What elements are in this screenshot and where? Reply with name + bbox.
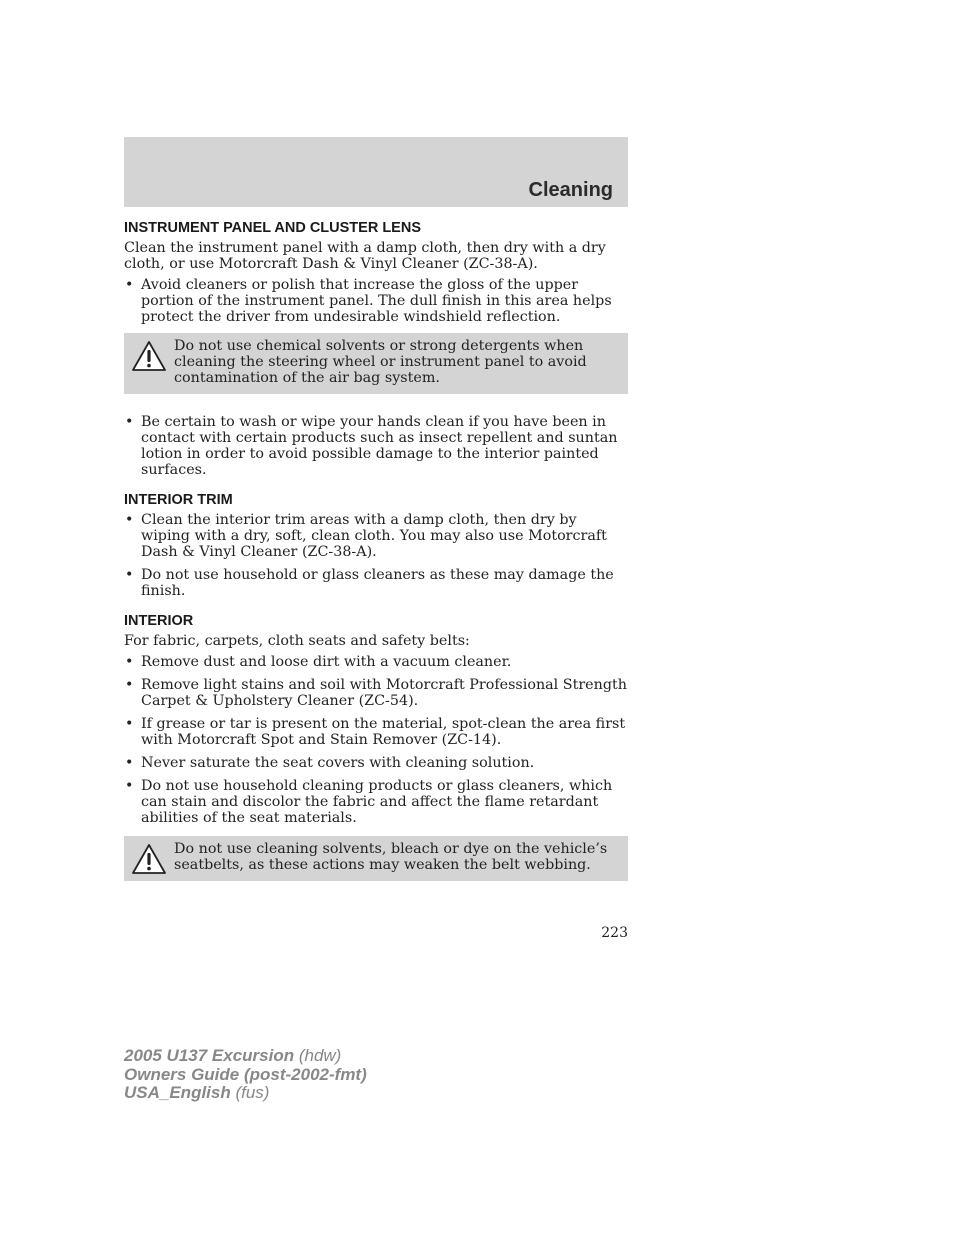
seatbelt-warning-box (124, 836, 628, 881)
bullet-mark: • (125, 567, 134, 583)
footer-line-1: 2005 U137 Excursion (hdw) (124, 1046, 342, 1065)
list-item: • If grease or tar is present on the material, spot-clean the area first with Motorcraft Spot and Stain Remover (ZC-14). (125, 716, 626, 748)
footer-line-3: USA_English (fus) (124, 1083, 270, 1102)
interior-list (124, 654, 628, 826)
warning-text: Do not use chemical solvents or strong detergents when cleaning the steering wheel or instrument panel to avoid contamination of the air bag system. (174, 338, 587, 386)
page-content (124, 220, 628, 901)
instrument-panel-list-cont (124, 414, 628, 478)
airbag-warning-box (124, 333, 628, 394)
list-item: • Be certain to wash or wipe your hands clean if you have been in contact with certain products such as insect repellent and suntan lotion in order to avoid possible damage to the interior painted surfaces. (125, 414, 618, 478)
list-item: • Remove light stains and soil with Motorcraft Professional Strength Carpet & Upholstery Cleaner (ZC-54). (125, 677, 627, 709)
instrument-panel-intro: Clean the instrument panel with a damp cloth, then dry with a dry cloth, or use Motorcraft Dash & Vinyl Cleaner (ZC-38-A). (124, 240, 606, 272)
list-item: • Avoid cleaners or polish that increase the gloss of the upper portion of the instrument panel. The dull finish in this area helps protect the driver from undesirable windshield reflection. (125, 277, 612, 325)
interior-trim-list (124, 512, 628, 599)
bullet-mark: • (125, 677, 134, 693)
bullet-mark: • (125, 716, 134, 732)
bullet-mark: • (125, 654, 134, 670)
document-footer (124, 1047, 367, 1103)
instrument-panel-list (124, 277, 628, 325)
page-number: 223 (601, 925, 628, 941)
footer-line-2: Owners Guide (post-2002-fmt) (124, 1064, 367, 1084)
section-heading-interior-trim: INTERIOR TRIM (124, 492, 233, 508)
list-item: • Remove dust and loose dirt with a vacuum cleaner. (125, 654, 512, 670)
bullet-mark: • (125, 755, 134, 771)
interior-intro: For fabric, carpets, cloth seats and safety belts: (124, 633, 470, 649)
section-heading-instrument-panel: INSTRUMENT PANEL AND CLUSTER LENS (124, 220, 421, 236)
bullet-mark: • (125, 512, 134, 528)
chapter-title: Cleaning (528, 179, 613, 201)
warning-triangle-icon (131, 340, 167, 372)
list-item: • Do not use household or glass cleaners as these may damage the finish. (125, 567, 614, 599)
bullet-mark: • (125, 277, 134, 293)
section-heading-interior: INTERIOR (124, 613, 194, 629)
list-item: • Do not use household cleaning products or glass cleaners, which can stain and discolor the fabric and affect the flame retardant abilities of the seat materials. (125, 778, 613, 826)
bullet-mark: • (125, 778, 134, 794)
chapter-header-bar (124, 137, 628, 207)
list-item: • Clean the interior trim areas with a damp cloth, then dry by wiping with a dry, soft, clean cloth. You may also use Motorcraft Dash & Vinyl Cleaner (ZC-38-A). (125, 512, 607, 560)
warning-triangle-icon (131, 843, 167, 875)
list-item: • Never saturate the seat covers with cleaning solution. (125, 755, 535, 771)
warning-text: Do not use cleaning solvents, bleach or dye on the vehicle’s seatbelts, as these actions may weaken the belt webbing. (174, 841, 608, 873)
bullet-mark: • (125, 414, 134, 430)
